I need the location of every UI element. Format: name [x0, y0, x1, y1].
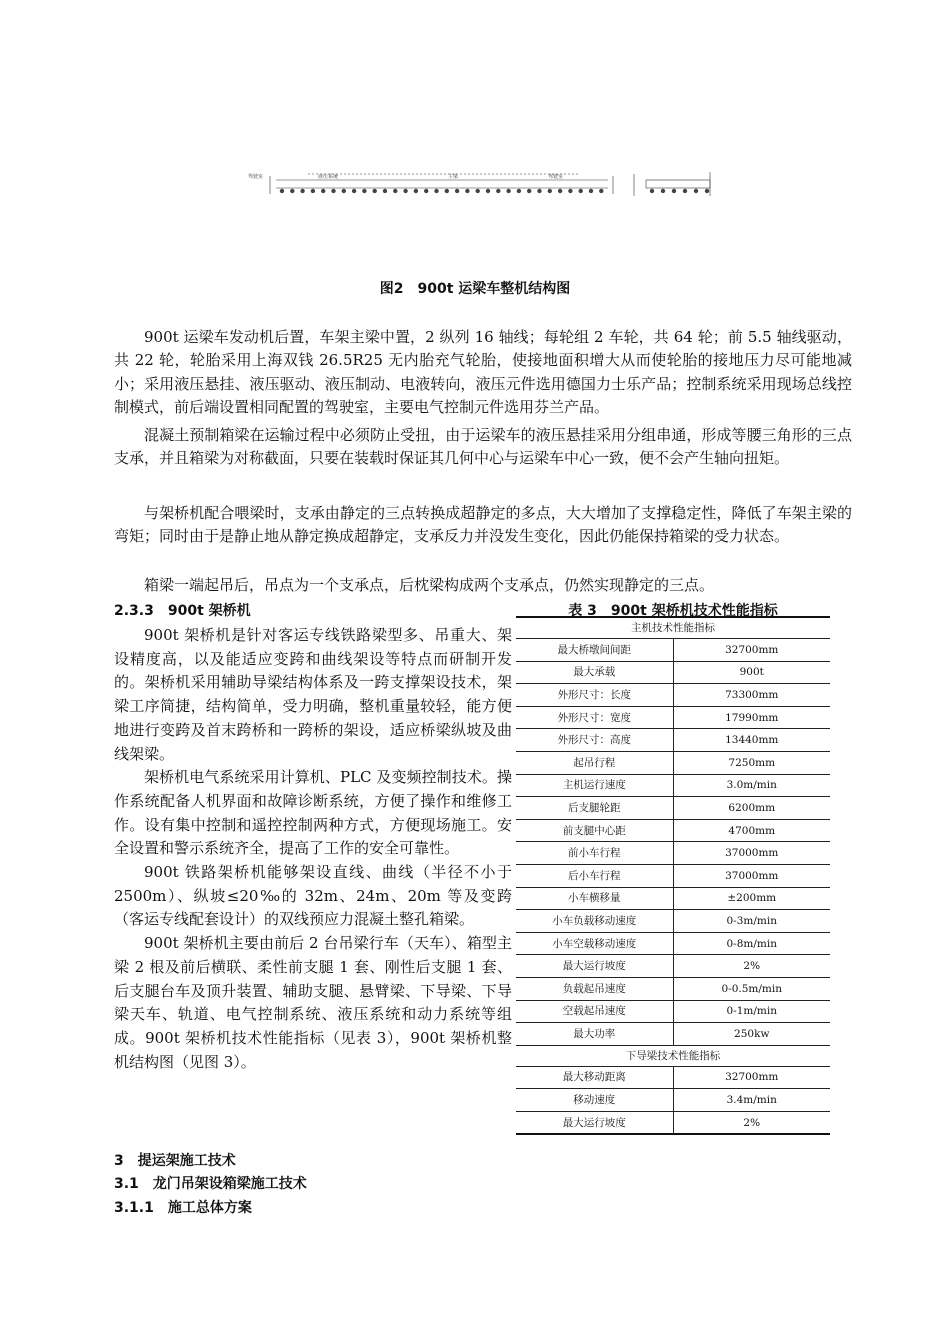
paragraph-beam-torsion: 混凝土预制箱梁在运输过程中必须防止受扭，由于运梁车的液压悬挂采用分组串通，形成等腰三角形的三点支承，并且箱梁为对称截面，只要在装载时保证其几何中心与运梁车中心一致，便不会产生轴向扭矩。: [114, 426, 852, 468]
table-caption: 表 3 900t 架桥机技术性能指标: [568, 603, 778, 619]
wheel-mark: [579, 189, 583, 193]
figure-label: 驾驶室: [248, 174, 264, 180]
wheel-mark: [424, 189, 428, 193]
table-section-row: [516, 1045, 830, 1066]
transporter-structure-figure: [248, 168, 716, 202]
spec-label: 最大功率: [516, 1023, 673, 1046]
section-heading-3-1: 3.1 龙门吊架设箱梁施工技术: [114, 1176, 307, 1192]
wheel-mark: [517, 189, 521, 193]
spec-value: 3.0m/min: [673, 774, 830, 797]
wheel-mark: [352, 189, 356, 193]
spec-label: 后小车行程: [516, 864, 673, 887]
table-row: [516, 1111, 830, 1134]
wheel-mark: [414, 189, 418, 193]
wheel-mark: [694, 189, 698, 193]
figure-label: 驾驶室: [548, 174, 564, 180]
wheel-mark: [506, 189, 510, 193]
wheel-mark: [455, 189, 459, 193]
wheel-mark: [373, 189, 377, 193]
wheel-mark: [496, 189, 500, 193]
spec-label: 主机运行速度: [516, 774, 673, 797]
spec-label: 前支腿中心距: [516, 819, 673, 842]
wheel-mark: [589, 189, 593, 193]
wheel-mark: [683, 189, 687, 193]
spec-value: 13440mm: [673, 729, 830, 752]
wheel-mark: [393, 189, 397, 193]
table-row: [516, 1000, 830, 1023]
table-row: [516, 729, 830, 752]
paragraph-erector-electrical: 架桥机电气系统采用计算机、PLC 及变频控制技术。操作系统配备人机界面和故障诊断系统，方便了操作和维修工作。设有集中控制和遥控控制两种方式，方便现场施工。安全设置和警示系统齐全，提高了工作的安全可靠性。: [114, 768, 512, 858]
wheel-mark: [331, 189, 335, 193]
spec-value: 250kw: [673, 1023, 830, 1046]
section-heading-3-1-1: 3.1.1 施工总体方案: [114, 1200, 252, 1216]
table-row: [516, 955, 830, 978]
wheel-mark: [403, 189, 407, 193]
spec-label: 外形尺寸：宽度: [516, 706, 673, 729]
figure-label: 主梁: [448, 174, 459, 180]
spec-value: 2%: [673, 1111, 830, 1134]
spec-value: 0-1m/min: [673, 1000, 830, 1023]
table-row: [516, 1023, 830, 1046]
table-row: [516, 887, 830, 910]
table-row: [516, 842, 830, 865]
table-section-title: 主机技术性能指标: [516, 617, 830, 639]
wheel-mark: [537, 189, 541, 193]
spec-label: 最大桥墩间间距: [516, 639, 673, 662]
paragraph-feeding-beam: 与架桥机配合喂梁时，支承由静定的三点转换成超静定的多点，大大增加了支撑稳定性，降低了车架主梁的弯矩；同时由于是静止地从静定换成超静定，支承反力并没发生变化，因此仍能保持箱梁的受力状态。: [114, 504, 852, 546]
spec-value: 37000mm: [673, 842, 830, 865]
spec-label: 最大运行坡度: [516, 1111, 673, 1134]
spec-value: 0-8m/min: [673, 932, 830, 955]
spec-value: 3.4m/min: [673, 1089, 830, 1112]
spec-value: 7250mm: [673, 751, 830, 774]
table-row: [516, 706, 830, 729]
spec-value: 0-0.5m/min: [673, 977, 830, 1000]
figure-label: 液压系统: [318, 174, 339, 180]
spec-value: 0-3m/min: [673, 910, 830, 933]
wheel-mark: [445, 189, 449, 193]
table-section-row: [516, 617, 830, 639]
spec-label: 小车负载移动速度: [516, 910, 673, 933]
table-row: [516, 932, 830, 955]
wheel-mark: [599, 189, 603, 193]
spec-label: 小车空载移动速度: [516, 932, 673, 955]
paragraph-erector-components: 900t 架桥机主要由前后 2 台吊梁行车（天车）、箱型主梁 2 根及前后横联、柔性前支腿 1 套、刚性后支腿 1 套、后支腿台车及顶升装置、辅助支腿、悬臂梁、下导梁、下导梁天车、轨道、电气控制系统、液压系统和动力系统等组成。900t 架桥机技术性能指标（见表 3），900t 架桥机整机结构图（见图 3）。: [114, 934, 512, 1071]
table-row: [516, 639, 830, 662]
spec-label: 空载起吊速度: [516, 1000, 673, 1023]
section-heading-3: 3 提运架施工技术: [114, 1153, 236, 1169]
spec-value: 37000mm: [673, 864, 830, 887]
table-row: [516, 977, 830, 1000]
spec-label: 起吊行程: [516, 751, 673, 774]
spec-value: 73300mm: [673, 684, 830, 707]
table-row: [516, 774, 830, 797]
spec-label: 小车横移量: [516, 887, 673, 910]
section-heading-2-3-3: 2.3.3 900t 架桥机: [114, 603, 251, 619]
paragraph-lifting-points: 箱梁一端起吊后，吊点为一个支承点，后枕梁构成两个支承点，仍然实现静定的三点。: [144, 576, 715, 594]
wheel-mark: [465, 189, 469, 193]
table-row: [516, 684, 830, 707]
wheel-mark: [527, 189, 531, 193]
spec-value: 32700mm: [673, 639, 830, 662]
wheel-mark: [434, 189, 438, 193]
paragraph-erector-capability: 900t 铁路架桥机能够架设直线、曲线（半径不小于 2500m）、纵坡≤20‰的 32m、24m、20m 等及变跨（客运专线配套设计）的双线预应力混凝土整孔箱梁。: [114, 863, 512, 929]
spec-value: 2%: [673, 955, 830, 978]
table-row: [516, 1089, 830, 1112]
erector-spec-table: [516, 616, 830, 1135]
paragraph-erector-intro: 900t 架桥机是针对客运专线铁路梁型多、吊重大、架设精度高，以及能适应变跨和曲线架设等特点而研制开发的。架桥机采用辅助导梁结构体系及一跨支撑架设技术，架梁工序简捷，结构简单，受力明确，整机重量较轻，能方便地进行变跨及首末跨桥和一跨桥的架设，适应桥梁纵坡及曲线架梁。: [114, 626, 512, 763]
wheel-mark: [476, 189, 480, 193]
spec-label: 移动速度: [516, 1089, 673, 1112]
spec-label: 负载起吊速度: [516, 977, 673, 1000]
spec-value: 32700mm: [673, 1066, 830, 1089]
wheel-mark: [650, 189, 654, 193]
spec-value: 17990mm: [673, 706, 830, 729]
wheel-mark: [311, 189, 315, 193]
table-row: [516, 910, 830, 933]
wheel-mark: [290, 189, 294, 193]
table-row: [516, 864, 830, 887]
spec-value: 4700mm: [673, 819, 830, 842]
table-row: [516, 797, 830, 820]
wheel-mark: [558, 189, 562, 193]
bridge-erector-text-column: [114, 624, 512, 1074]
wheel-mark: [661, 189, 665, 193]
wheel-mark: [362, 189, 366, 193]
wheel-mark: [280, 189, 284, 193]
spec-label: 前小车行程: [516, 842, 673, 865]
wheel-mark: [548, 189, 552, 193]
wheel-mark: [300, 189, 304, 193]
wheel-mark: [321, 189, 325, 193]
spec-label: 最大运行坡度: [516, 955, 673, 978]
table-section-title: 下导梁技术性能指标: [516, 1045, 830, 1066]
spec-value: 900t: [673, 661, 830, 684]
paragraph-transporter-config: 900t 运梁车发动机后置，车架主梁中置，2 纵列 16 轴线；每轮组 2 车轮，共 64 轮；前 5.5 轴线驱动，共 22 轮，轮胎采用上海双钱 26.5R25 无内胎充气轮胎，使接地面积增大从而使轮胎的接地压力尽可能地减小；采用液压悬挂、液压驱动、液压制动、电液转向，液压元件选用德国力士乐产品；控制系统采用现场总线控制模式，前后端设置相同配置的驾驶室，主要电气控制元件选用芬兰产品。: [114, 328, 852, 417]
spec-label: 外形尺寸：高度: [516, 729, 673, 752]
wheel-mark: [383, 189, 387, 193]
spec-value: ±200mm: [673, 887, 830, 910]
wheel-mark: [342, 189, 346, 193]
figure-caption: 图2 900t 运梁车整机结构图: [379, 281, 571, 297]
spec-value: 6200mm: [673, 797, 830, 820]
table-row: [516, 1066, 830, 1089]
wheel-mark: [705, 189, 709, 193]
table-row: [516, 751, 830, 774]
spec-label: 最大承载: [516, 661, 673, 684]
wheel-mark: [486, 189, 490, 193]
table-row: [516, 661, 830, 684]
spec-label: 最大移动距离: [516, 1066, 673, 1089]
wheel-mark: [568, 189, 572, 193]
table-row: [516, 819, 830, 842]
spec-label: 后支腿轮距: [516, 797, 673, 820]
wheel-mark: [672, 189, 676, 193]
spec-label: 外形尺寸：长度: [516, 684, 673, 707]
